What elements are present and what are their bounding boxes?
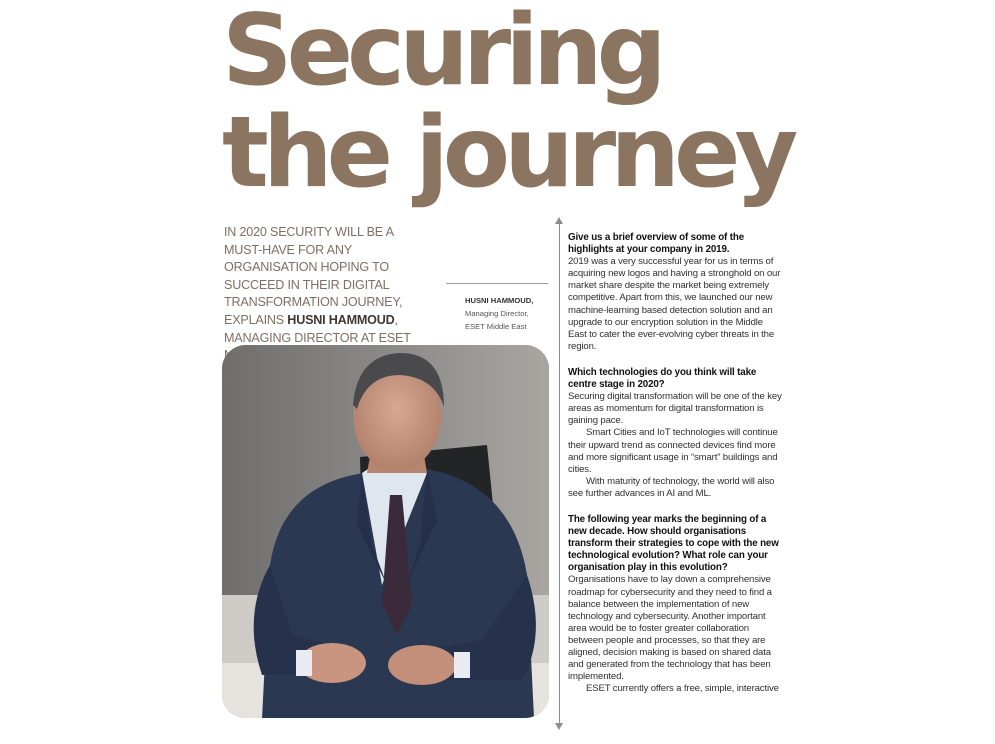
caption-rule [446,283,548,284]
answer-3-para-2: ESET currently offers a free, simple, interactive [586,683,779,695]
question-1: Give us a brief overview of some of the highlights at your company in 2019. [568,232,744,256]
portrait-illustration [222,345,549,718]
portrait-photo [222,345,549,718]
answer-2-para-1: Securing digital transformation will be one of the key areas as momentum for digital transformation is gaining pace. [568,391,782,427]
answer-2-para-2: Smart Cities and IoT technologies will continue their upward trend as connected devices find more and more significant usage in “smart” buildings and cities. [568,427,778,475]
caption-title: Managing Director, [465,309,529,318]
standfirst-name: HUSNI HAMMOUD [287,312,395,327]
standfirst-tail: , MANAGING DIRECTOR AT ESET [224,312,411,345]
answer-3-para-1: Organisations have to lay down a comprehensive roadmap for cybersecurity and they need to find a balance between the implementation of new technology and cybersecurity. Another important area would be to foster greater collaboration between people and processes, so that they are aligned, decision making is based on shared data and generated from the technology that has been implemented. [568,574,772,683]
standfirst-lead: IN 2020 SECURITY WILL BE A MUST-HAVE FOR ANY ORGANISATION HOPING TO SUCCEED IN THEIR DIGITAL TRANSFORMATION JOURNEY, EXPLAINS [224,225,403,327]
answer-1: 2019 was a very successful year for us in terms of acquiring new logos and having a stronghold on our market share despite the market being extremely competitive. Apart from this, we launched our new machine-learning based detection solution and an upgrade to our encryption solution in the Middle East to cater the ever-evolving cyber threats in the region. [568,256,781,352]
headline [222,0,793,210]
column-divider [559,224,560,724]
caption-company: ESET Middle East [465,322,527,331]
photo-caption [465,294,555,333]
article-body [568,232,782,695]
arrow-down-icon [555,723,563,730]
headline-line-2: the journey [222,96,793,210]
standfirst [224,224,424,365]
arrow-up-icon [555,217,563,224]
question-2: Which technologies do you think will take centre stage in 2020? [568,366,757,391]
caption-name: HUSNI HAMMOUD, [465,296,534,305]
question-3: The following year marks the beginning of a new decade. How should organisations transform their strategies to cope with the new technological evolution? What role can your organisation play in this evolution? [568,513,779,574]
answer-2-para-3: With maturity of technology, the world will also see further advances in AI and ML. [568,475,775,499]
headline-line-1: Securing [222,0,661,108]
